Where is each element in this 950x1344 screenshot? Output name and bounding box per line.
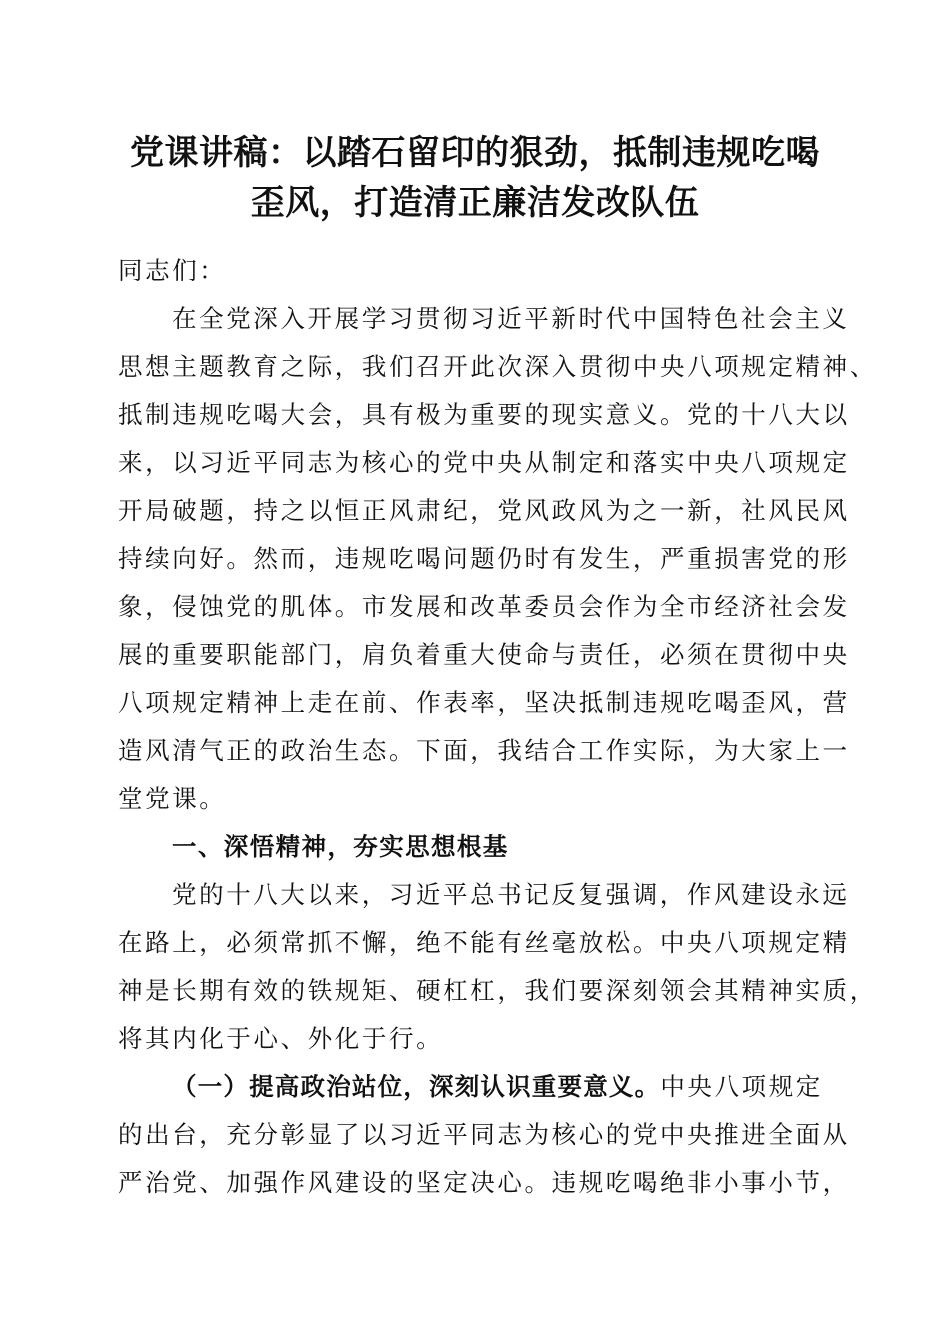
subsection-paragraph (118, 1063, 850, 1207)
paragraph-line: 神是长期有效的铁规矩、硬杠杠，我们要深刻领会其精神实质， (118, 976, 877, 1005)
paragraph-line: 八项规定精神上走在前、作表率，坚决抵制违规吃喝歪风，营 (118, 688, 850, 717)
paragraph-line: 将其内化于心、外化于行。 (118, 1024, 444, 1053)
document-body (118, 247, 877, 1207)
paragraph-line: 开局破题，持之以恒正风肃纪，党风政风为之一新，社风民风 (118, 496, 850, 525)
paragraph-line: 党的十八大以来，习近平总书记反复强调，作风建设永远 (172, 880, 850, 909)
subsection-first-line (118, 1063, 832, 1111)
paragraph-line: 抵制违规吃喝大会，具有极为重要的现实意义。党的十八大以 (118, 400, 850, 429)
intro-paragraph (118, 295, 877, 823)
title-line: 歪风，打造清正廉洁发改队伍 (250, 183, 700, 223)
paragraph-line: 来，以习近平同志为核心的党中央从制定和落实中央八项规定 (118, 448, 850, 477)
paragraph-line: 造风清气正的政治生态。下面，我结合工作实际，为大家上一 (118, 736, 850, 765)
paragraph-line: 严治党、加强作风建设的坚定决心。违规吃喝绝非小事小节， (118, 1168, 850, 1197)
document-title (95, 128, 855, 228)
section-heading: 一、深悟精神，夯实思想根基 (172, 832, 509, 861)
section-paragraph (118, 871, 877, 1063)
paragraph-line: 在全党深入开展学习贯彻习近平新时代中国特色社会主义 (172, 304, 850, 333)
paragraph-line: 在路上，必须常抓不懈，绝不能有丝毫放松。中央八项规定精 (118, 928, 850, 957)
salutation: 同志们： (118, 256, 227, 285)
subsection-heading: （一）提高政治站位，深刻认识重要意义。 (172, 1072, 661, 1101)
paragraph-line: 堂党课。 (118, 784, 227, 813)
subsection-first-line-tail: 中央八项规定 (660, 1072, 823, 1101)
paragraph-line: 象，侵蚀党的肌体。市发展和改革委员会作为全市经济社会发 (118, 592, 850, 621)
paragraph-line: 展的重要职能部门，肩负着重大使命与责任，必须在贯彻中央 (118, 640, 850, 669)
paragraph-line: 思想主题教育之际，我们召开此次深入贯彻中央八项规定精神、 (118, 352, 877, 381)
title-line: 党课讲稿：以踏石留印的狠劲，抵制违规吃喝 (130, 133, 820, 173)
paragraph-line: 持续向好。然而，违规吃喝问题仍时有发生，严重损害党的形 (118, 544, 850, 573)
paragraph-line: 的出台，充分彰显了以习近平同志为核心的党中央推进全面从 (118, 1120, 850, 1149)
